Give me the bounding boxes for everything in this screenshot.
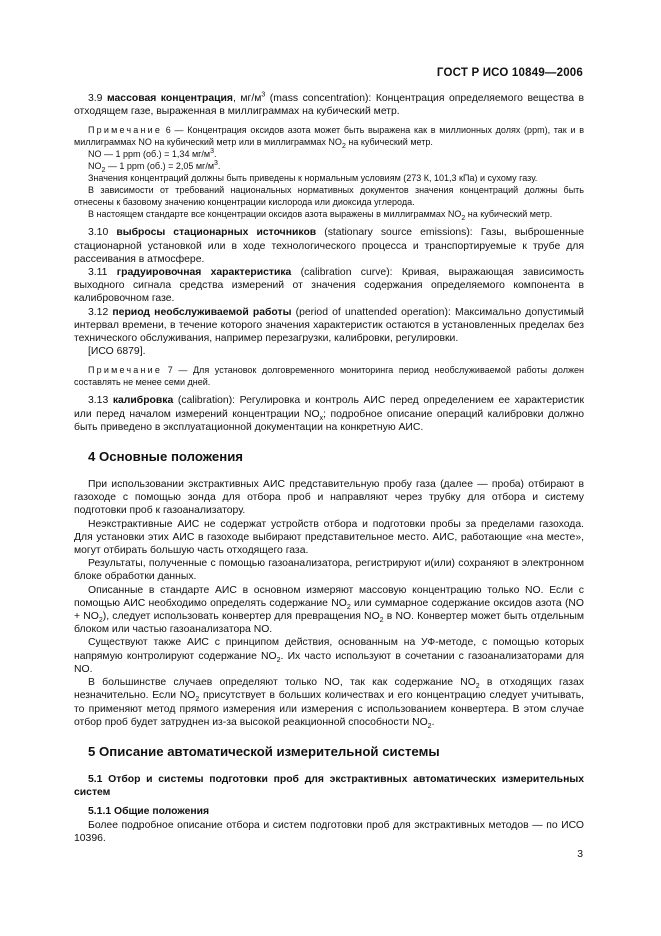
note-line: В зависимости от требований национальных нормативных документов значения концентраций должны быть отнесены к базовому значению концентрации кислорода или диоксида углерода. <box>74 185 584 208</box>
subscript: 2 <box>101 167 106 175</box>
paragraph <box>74 584 584 637</box>
paragraph: Неэкстрактивные АИС не содержат устройств отбора и подготовки пробы за пределами газохода. Для установки этих АИС в газоходе выбирают представительное место. АИС, работающие «на месте», могут отбирать большую часть отходящего газа. <box>74 518 584 557</box>
clause-number: 3.10 <box>88 227 109 239</box>
subscript: 2 <box>427 722 432 730</box>
definition-text: (stationary source emissions): Газы, выброшенные стационарной установкой или в ходе технологического процесса и транспортируемые к трубе для рассеивания в атмосфере. <box>74 227 584 265</box>
superscript: 3 <box>214 160 218 168</box>
text: . Их часто используют в сочетании с газоанализаторами для NO. <box>74 650 584 675</box>
note-text: на кубический метр. <box>465 209 553 220</box>
text: Описанные в стандарте АИС в основном измеряют массовую концентрацию только NO. Если с помощью АИС необходимо определять содержание NO <box>74 584 584 609</box>
note-line <box>74 160 584 175</box>
text: в NO. Конвертер может быть отдельным блоком или частью газоанализатора NO. <box>74 611 584 636</box>
paragraph: Результаты, полученные с помощью газоанализатора, регистрируют и(или) сохраняют в электронном блоке обработки данных. <box>74 558 584 583</box>
term: выбросы стационарных источников <box>116 227 317 239</box>
clause-number: 3.13 <box>88 395 109 407</box>
text: присутствует в больших количествах и его концентрацию следует учитывать, то применяют метод прямого измерения или измерения с использованием конвертера. В этом случае отбор проб будет затруднен из-за высокой реакционной способности NO <box>74 690 584 728</box>
document-header: ГОСТ Р ИСО 10849—2006 <box>436 67 583 79</box>
document-body <box>74 92 584 845</box>
page-number: 3 <box>577 849 583 860</box>
subscript: x <box>319 414 324 422</box>
subsection-5-1-1-heading: 5.1.1 Общие положения <box>88 806 210 818</box>
note-text: — 1 ppm (об.) = 2,05 мг/м <box>105 161 215 172</box>
definition-3-10 <box>74 226 584 266</box>
text: ), следует использовать конвертер для превращения NO <box>102 611 380 623</box>
subscript: 2 <box>98 617 103 625</box>
note-line <box>74 124 584 151</box>
definition-3-9 <box>74 92 584 118</box>
subscript: 2 <box>341 143 346 151</box>
definition-text: (mass concentration): Концентрация определяемого вещества в отходящем газе, выраженная в миллиграммах на кубический метр. <box>74 93 584 118</box>
subscript: 2 <box>461 215 466 223</box>
unit: , мг/м <box>233 93 262 104</box>
definition-text: (calibration curve): Кривая, выражающая зависимость выходного сигнала средства измерений от значения содержания определяемого компонента в калибровочном газе. <box>74 267 584 305</box>
note-text: NO — 1 ppm (об.) = 1,34 мг/м <box>88 149 211 160</box>
note-text: NO <box>88 161 102 172</box>
text: в отходящих газах незначительно. Если NO <box>74 677 584 702</box>
subscript: 2 <box>346 603 351 611</box>
text: . <box>431 716 435 728</box>
term: период необслуживаемой работы <box>112 306 292 318</box>
note-label: Примечание <box>88 125 163 136</box>
definition-text: (calibration): Регулировка и контроль АИС перед определением ее характеристик или перед началом измерений концентрации NO <box>74 395 584 420</box>
definition-text: ; подробное описание операций калибровки должно быть приведено в эксплуатационной документации на конкретную АИС. <box>74 408 584 433</box>
note-6 <box>74 124 584 223</box>
note-text: . <box>214 149 217 160</box>
section-4-heading: 4 Основные положения <box>88 449 243 465</box>
clause-number: 3.12 <box>88 306 109 318</box>
section-5-heading: 5 Описание автоматической измерительной системы <box>88 743 440 759</box>
text: В большинстве случаев определяют только NO, так как содержание NO <box>88 677 476 689</box>
note-line: Значения концентраций должны быть приведены к нормальным условиям (273 К, 101,3 кПа) и сухому газу. <box>88 173 538 184</box>
definition-text: (period of unattended operation): Максимально допустимый интервал времени, в течение которого значения характеристик остаются в установленных пределах без технического обслуживания, например перезагрузки, калибровки, регулировки. <box>74 306 584 345</box>
definition-3-11 <box>74 266 584 306</box>
subscript: 2 <box>276 656 281 664</box>
term: калибровка <box>112 395 174 407</box>
subscript: 2 <box>379 617 384 625</box>
text: или суммарное содержание оксидов азота (NO + NO <box>74 597 585 623</box>
note-text: . <box>217 161 221 172</box>
note-line <box>74 208 584 223</box>
definition-3-12 <box>74 306 584 346</box>
reference: [ИСО 6879]. <box>88 346 146 358</box>
note-7 <box>74 364 584 388</box>
note-text: на кубический метр. <box>345 137 433 148</box>
note-label: Примечание <box>88 365 163 376</box>
paragraph <box>74 676 584 729</box>
paragraph: Более подробное описание отбора и систем подготовки проб для экстрактивных методов — по ИСО 10396. <box>74 819 584 844</box>
paragraph <box>74 636 584 676</box>
superscript: 3 <box>210 148 215 156</box>
text: Существуют также АИС с принципом действия, основанным на УФ-методе, с помощью которых напрямую контролируют содержание NO <box>74 637 584 662</box>
term: градуировочная характеристика <box>116 267 292 279</box>
superscript: 3 <box>261 91 266 99</box>
clause-number: 3.9 <box>88 93 103 104</box>
paragraph: При использовании экстрактивных АИС представительную пробу газа (далее — проба) отбирают в газоходе с помощью зонда для отбора проб и направляют через трубку для отбора и систему подготовки проб к газоанализатору. <box>74 479 584 517</box>
subsection-5-1-heading: 5.1 Отбор и системы подготовки проб для экстрактивных автоматических измерительных систем <box>74 773 584 799</box>
note-text: 6 — Концентрация оксидов азота может быть выражена как в миллионных долях (ppm), так и в миллиграммах NO на кубический метр или в миллиграммах NO <box>74 125 584 148</box>
definition-3-13 <box>74 394 584 434</box>
note-line <box>74 364 584 388</box>
note-line <box>74 148 584 160</box>
note-text: В настоящем стандарте все концентрации оксидов азота выражены в миллиграммах NO <box>88 209 462 220</box>
clause-number: 3.11 <box>88 267 108 279</box>
term: массовая концентрация <box>106 93 233 104</box>
subscript: 2 <box>195 696 200 704</box>
subscript: 2 <box>475 683 480 691</box>
note-text: 7 — Для установок долговременного мониторинга период необслуживаемой работы должен составлять не менее семи дней. <box>74 365 584 388</box>
